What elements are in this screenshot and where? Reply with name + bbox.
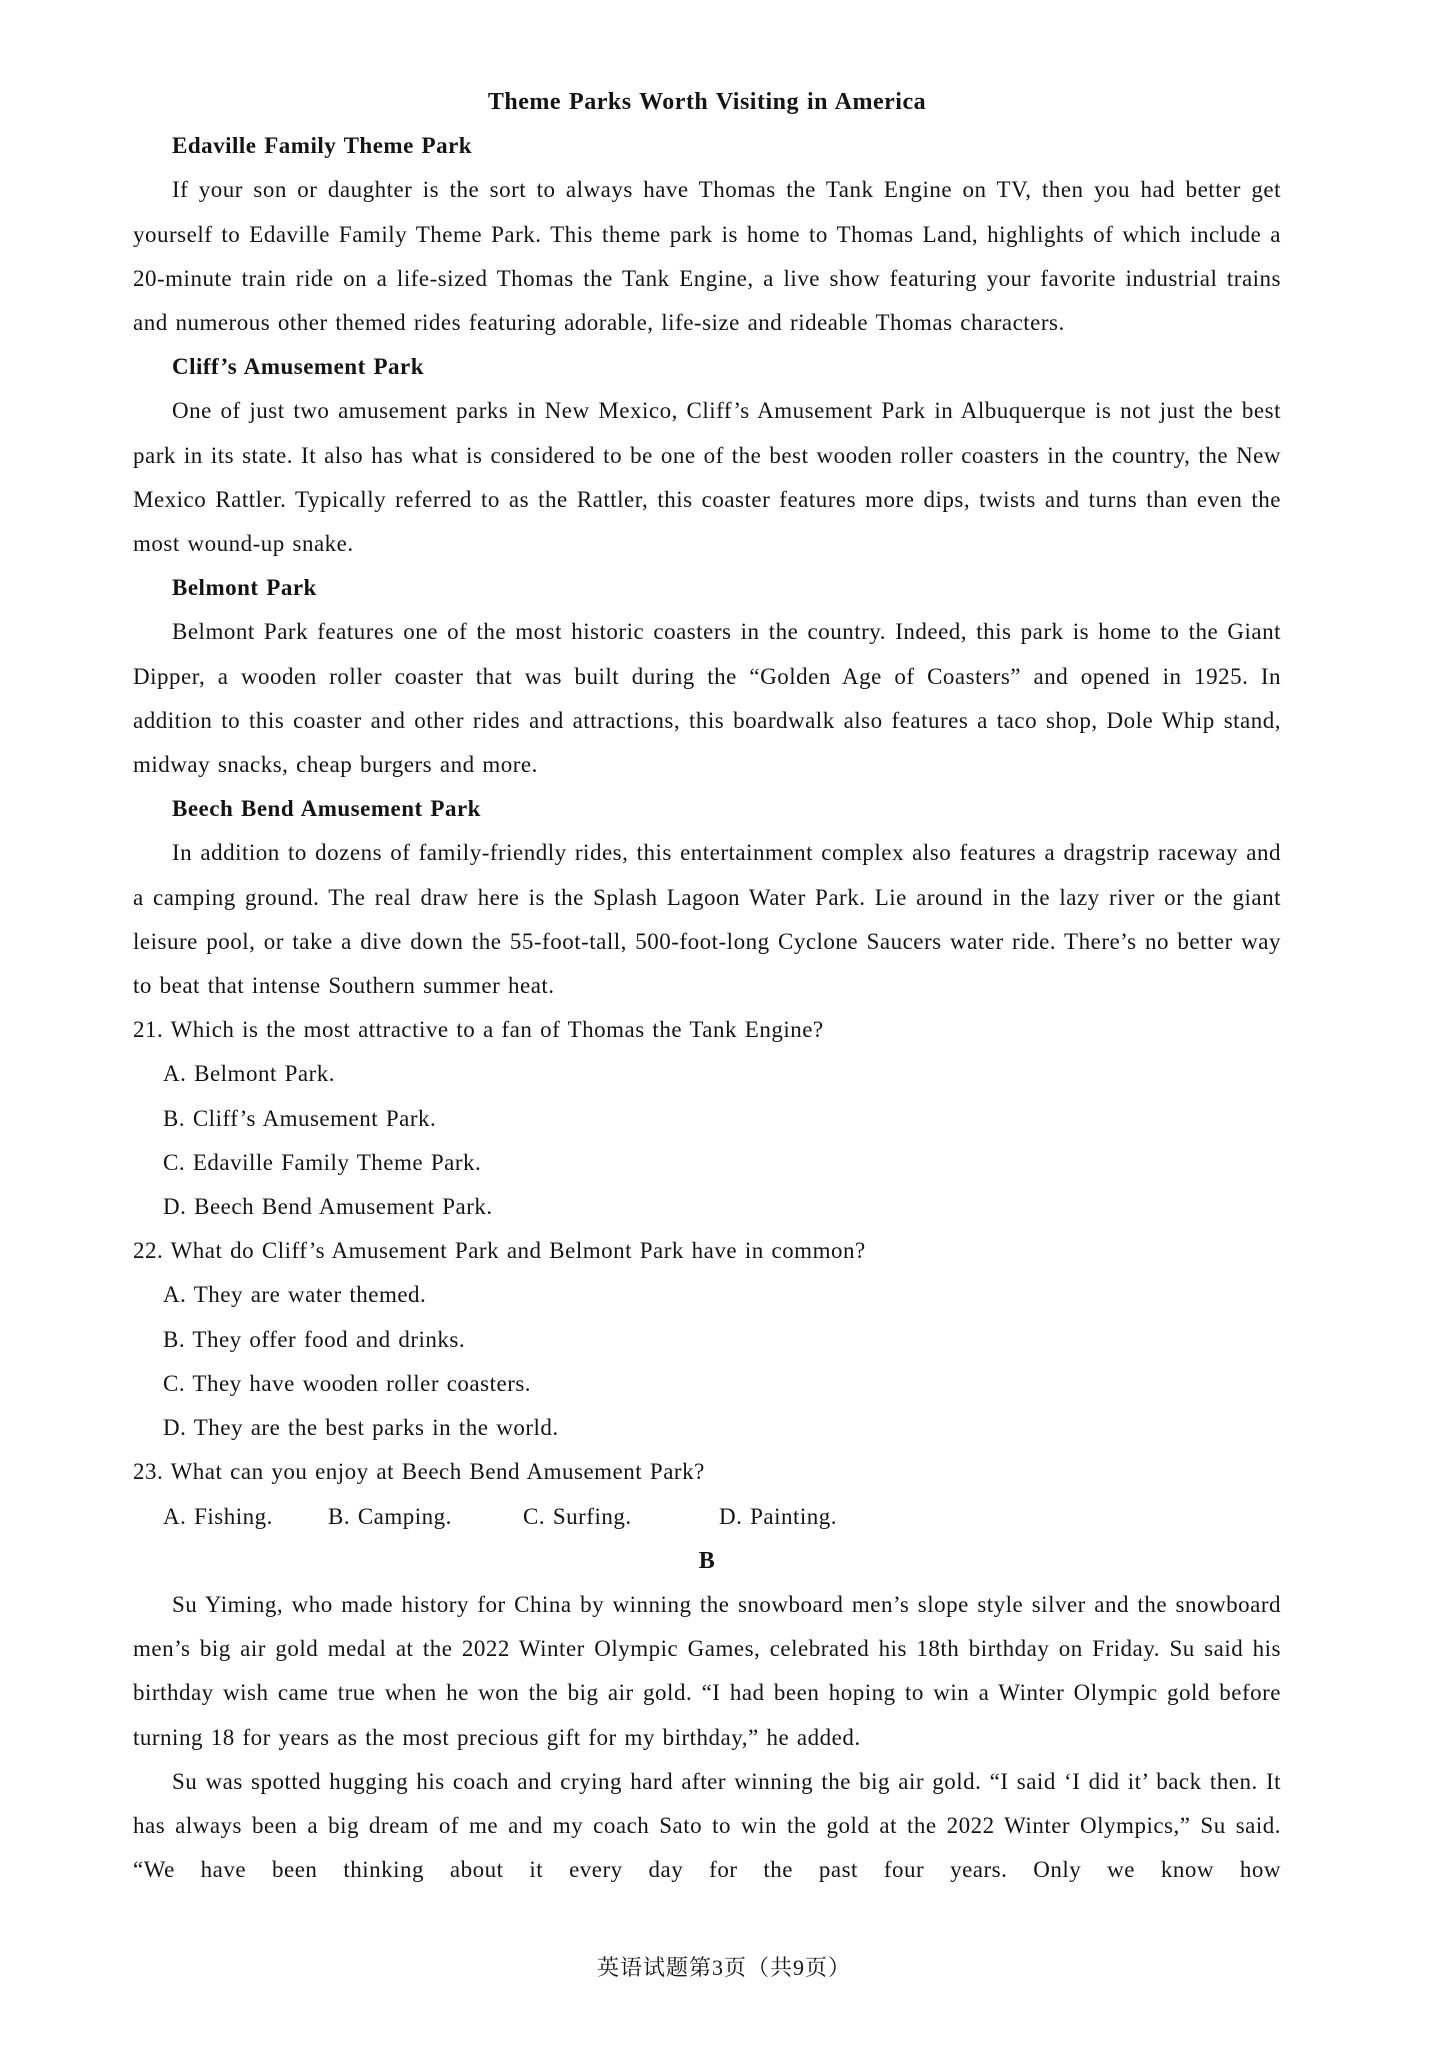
question-23-options-row — [163, 1495, 1281, 1539]
question-21-option-c: C. Edaville Family Theme Park. — [163, 1149, 482, 1175]
passage-b-label: B — [698, 1547, 716, 1574]
question-23-option-a: A. Fishing. — [163, 1503, 273, 1529]
park-body-belmont: Belmont Park features one of the most historic coasters in the country. Indeed, this park is home to the Giant Dipper, a wooden roller coaster that was built during the “Golden Age of Coasters” and opened in 1925. In addition to this coaster and other rides and attractions, this boardwalk also features a taco shop, Dole Whip stand, midway snacks, cheap burgers and more. — [133, 619, 1281, 778]
question-21-option-b: B. Cliff’s Amusement Park. — [163, 1105, 437, 1131]
question-21-number: 21. — [133, 1017, 164, 1043]
question-21-option-a: A. Belmont Park. — [163, 1061, 335, 1087]
passage-b-paragraph-2: Su was spotted hugging his coach and crying hard after winning the big air gold. “I said ‘I did it’ back then. It has always been a big dream of me and my coach Sato to win the gold at the 2022 Winter Olympics,” Su said. “We have been thinking about it every day for the past four years. Only we know how — [133, 1768, 1281, 1883]
passage-b-paragraph-1: Su Yiming, who made history for China by winning the snowboard men’s slope style silver and the snowboard men’s big air gold medal at the 2022 Winter Olympic Games, celebrated his 18th birthday on Friday. Su said his birthday wish came true when he won the big air gold. “I had been hoping to win a Winter Olympic gold before turning 18 for years as the most precious gift for my birthday,” he added. — [133, 1591, 1281, 1750]
question-21 — [133, 1008, 1281, 1229]
section-beech-bend — [133, 787, 1281, 1008]
question-23-option-c: C. Surfing. — [523, 1503, 632, 1529]
question-23-stem — [133, 1450, 1281, 1494]
question-22-stem — [133, 1229, 1281, 1273]
park-heading-edaville: Edaville Family Theme Park — [172, 133, 473, 159]
park-body-beech-bend: In addition to dozens of family-friendly rides, this entertainment complex also features a dragstrip raceway and a camping ground. The real draw here is the Splash Lagoon Water Park. Lie around in the lazy river or the giant leisure pool, or take a dive down the 55-foot-tall, 500-foot-long Cyclone Saucers water ride. There’s no better way to beat that intense Southern summer heat. — [133, 840, 1281, 999]
question-23-option-b: B. Camping. — [328, 1503, 452, 1529]
question-21-option-d: D. Beech Bend Amusement Park. — [163, 1194, 493, 1220]
question-22-option-c: C. They have wooden roller coasters. — [163, 1370, 532, 1396]
question-23 — [133, 1450, 1281, 1538]
section-edaville — [133, 124, 1281, 345]
question-23-text: What can you enjoy at Beech Bend Amusement Park? — [170, 1459, 705, 1485]
question-22-option-d: D. They are the best parks in the world. — [163, 1415, 559, 1441]
passage-title: Theme Parks Worth Visiting in America — [487, 89, 927, 115]
question-21-stem — [133, 1008, 1281, 1052]
park-heading-cliffs: Cliff’s Amusement Park — [172, 354, 425, 380]
question-22 — [133, 1229, 1281, 1450]
page-content — [133, 80, 1281, 1892]
question-23-option-d: D. Painting. — [719, 1503, 838, 1529]
park-heading-belmont: Belmont Park — [172, 575, 317, 601]
park-body-edaville: If your son or daughter is the sort to always have Thomas the Tank Engine on TV, then you had better get yourself to Edaville Family Theme Park. This theme park is home to Thomas Land, highlights of which include a 20-minute train ride on a life-sized Thomas the Tank Engine, a live show featuring your favorite industrial trains and numerous other themed rides featuring adorable, life-size and rideable Thomas characters. — [133, 177, 1281, 336]
question-22-option-a: A. They are water themed. — [163, 1282, 427, 1308]
question-22-option-b: B. They offer food and drinks. — [163, 1326, 466, 1352]
section-belmont — [133, 566, 1281, 787]
question-22-text: What do Cliff’s Amusement Park and Belmont Park have in common? — [170, 1238, 866, 1264]
section-cliffs — [133, 345, 1281, 566]
park-body-cliffs: One of just two amusement parks in New Mexico, Cliff’s Amusement Park in Albuquerque is not just the best park in its state. It also has what is considered to be one of the best wooden roller coasters in the country, the New Mexico Rattler. Typically referred to as the Rattler, this coaster features more dips, twists and turns than even the most wound-up snake. — [133, 398, 1281, 557]
question-21-text: Which is the most attractive to a fan of Thomas the Tank Engine? — [170, 1017, 824, 1043]
question-23-number: 23. — [133, 1459, 164, 1485]
question-22-number: 22. — [133, 1238, 164, 1264]
park-heading-beech-bend: Beech Bend Amusement Park — [172, 796, 481, 822]
page-footer: 英语试题第3页（共9页） — [596, 1955, 851, 1980]
